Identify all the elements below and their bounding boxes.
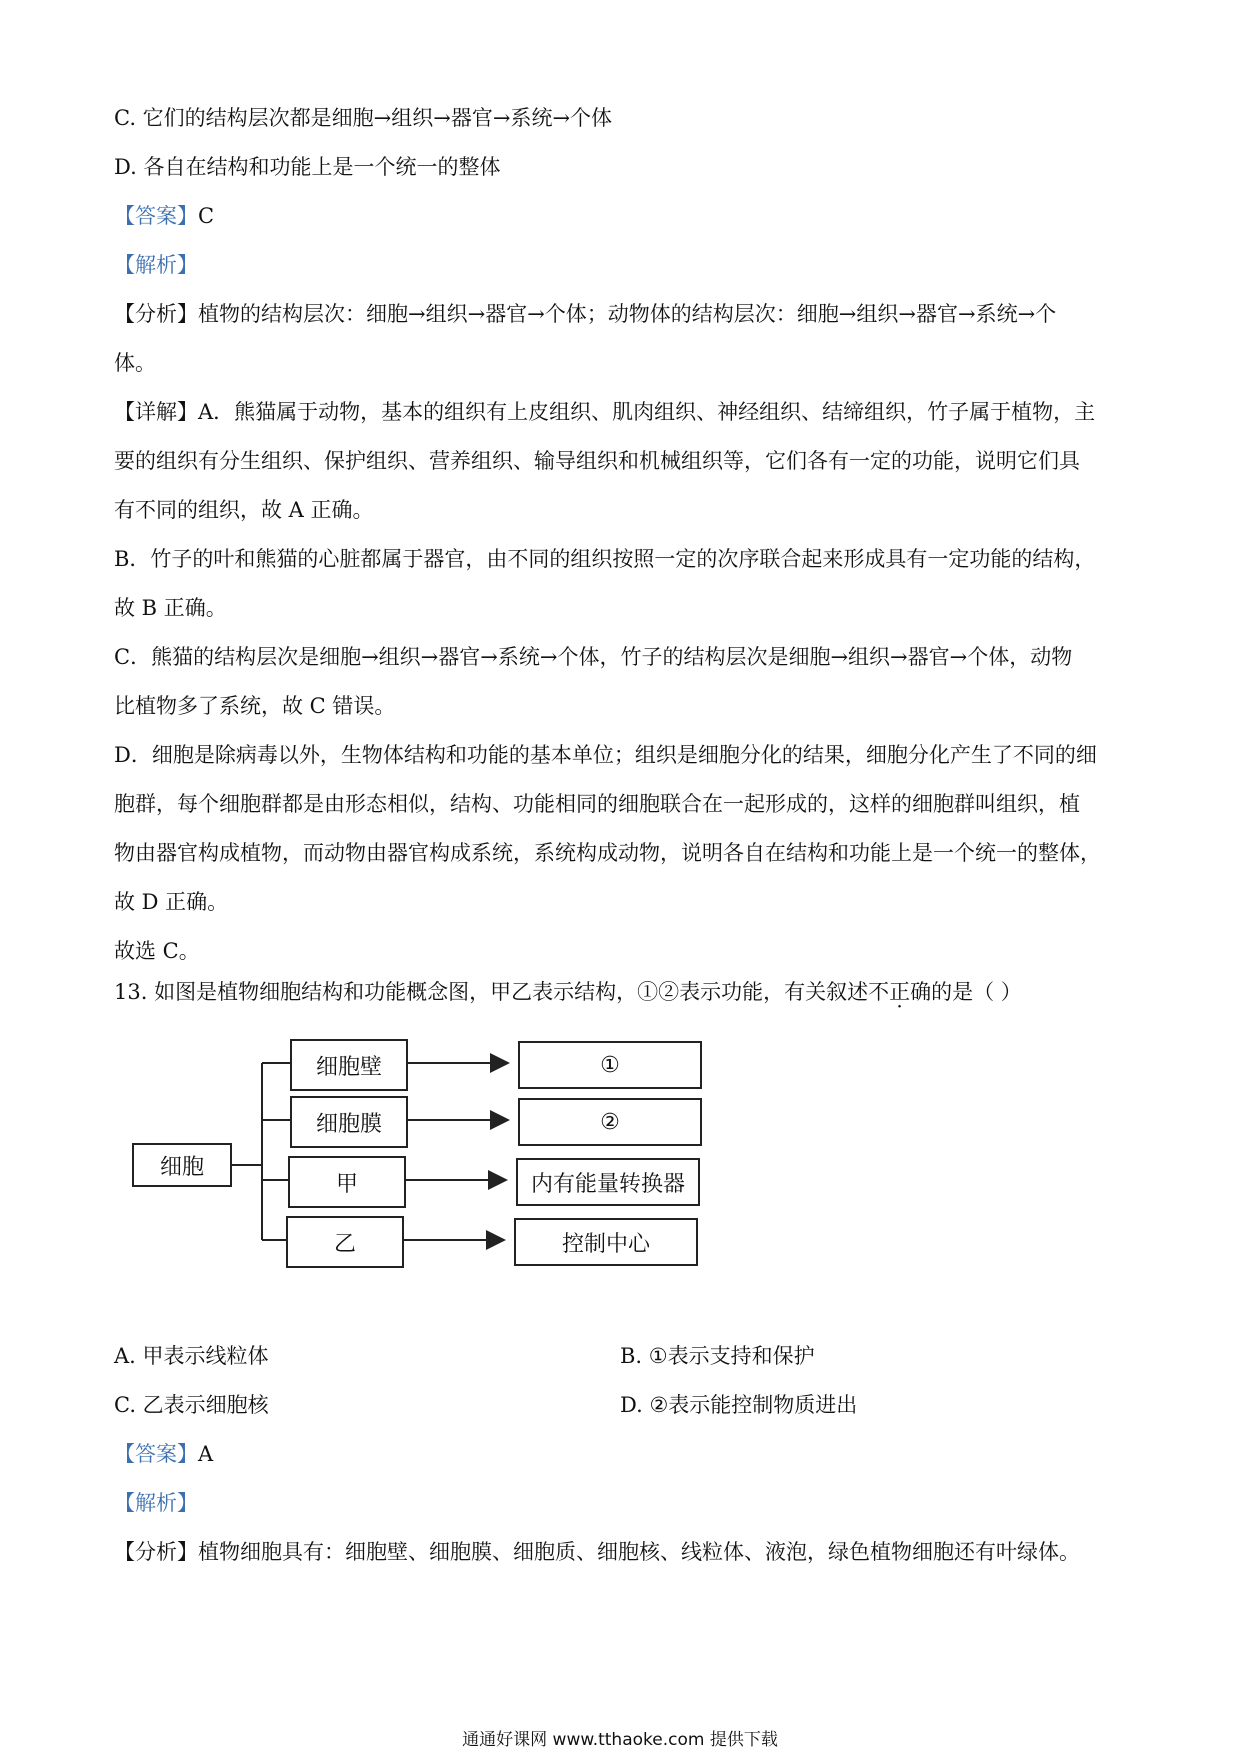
q12-detail-d2: 胞群，每个细胞群都是由形态相似，结构、功能相同的细胞联合在一起形成的，这样的细胞群叫组织，植 — [114, 792, 1080, 816]
analysis-tag: 【解析】 — [114, 253, 198, 277]
q12-detail-a3: 有不同的组织，故 A 正确。 — [114, 498, 374, 522]
q12-detail-d1: D．细胞是除病毒以外，生物体结构和功能的基本单位；组织是细胞分化的结果，细胞分化产生了不同的细 — [114, 743, 1097, 767]
cell-concept-diagram — [130, 1025, 730, 1265]
page-footer: 通通好课网 www.tthaoke.com 提供下载 — [462, 1730, 778, 1750]
q12-detail-a1 — [114, 398, 1095, 426]
q12-detail-d3: 物由器官构成植物，而动物由器官构成系统，系统构成动物，说明各自在结构和功能上是一个统一的整体， — [114, 841, 1101, 865]
control-center-box: 控制中心 — [514, 1218, 698, 1266]
cell-wall-box: 细胞壁 — [290, 1039, 408, 1091]
answer-value: A — [198, 1442, 214, 1466]
q12-detail-d4: 故 D 正确。 — [114, 890, 229, 914]
q12-option-d: D. 各自在结构和功能上是一个统一的整体 — [114, 155, 501, 179]
analysis-tag: 【解析】 — [114, 1491, 198, 1515]
fenxi-tag: 【分析】 — [114, 302, 198, 326]
fenxi-text: 植物的结构层次：细胞→组织→器官→个体；动物体的结构层次：细胞→组织→器官→系统→个 — [198, 302, 1057, 326]
q12-detail-b2: 故 B 正确。 — [114, 596, 227, 620]
q12-detail-b1: B．竹子的叶和熊猫的心脏都属于器官，由不同的组织按照一定的次序联合起来形成具有一定功能的结构， — [114, 547, 1096, 571]
answer-tag: 【答案】 — [114, 204, 198, 228]
detail-text: A．熊猫属于动物，基本的组织有上皮组织、肌肉组织、神经组织、结缔组织，竹子属于植物，主 — [198, 400, 1096, 424]
cell-membrane-box: 细胞膜 — [290, 1096, 408, 1148]
q13-option-d: D. ②表示能控制物质进出 — [620, 1393, 858, 1417]
q12-fenxi-line2: 体。 — [114, 351, 156, 375]
q13-stem-emphasis: 不正确 — [868, 980, 932, 1004]
q13-stem — [114, 978, 1022, 1006]
detail-tag: 【详解】 — [114, 400, 198, 424]
structure-jia-box: 甲 — [288, 1156, 406, 1208]
q13-option-b: B. ①表示支持和保护 — [620, 1344, 815, 1368]
q13-stem-pre: 13. 如图是植物细胞结构和功能概念图，甲乙表示结构，①②表示功能，有关叙述 — [114, 980, 869, 1004]
answer-value: C — [198, 204, 215, 228]
function-2-box: ② — [518, 1098, 702, 1146]
q12-fenxi-line1 — [114, 300, 1056, 328]
q13-option-a: A. 甲表示线粒体 — [114, 1344, 269, 1368]
q12-detail-c1: C．熊猫的结构层次是细胞→组织→器官→系统→个体，竹子的结构层次是细胞→组织→器官→个体，动物 — [114, 645, 1073, 669]
q13-stem-post: 的是（ ） — [931, 980, 1022, 1004]
q12-answer-line — [114, 202, 214, 230]
root-cell-box: 细胞 — [132, 1143, 232, 1187]
fenxi-tag: 【分析】 — [114, 1540, 198, 1564]
q12-detail-a2: 要的组织有分生组织、保护组织、营养组织、输导组织和机械组织等，它们各有一定的功能，说明它们具 — [114, 449, 1080, 473]
q12-option-c: C. 它们的结构层次都是细胞→组织→器官→系统→个体 — [114, 106, 613, 130]
answer-tag: 【答案】 — [114, 1442, 198, 1466]
energy-converter-box: 内有能量转换器 — [516, 1158, 700, 1206]
structure-yi-box: 乙 — [286, 1216, 404, 1268]
q13-answer-line — [114, 1440, 213, 1468]
fenxi-text: 植物细胞具有：细胞壁、细胞膜、细胞质、细胞核、线粒体、液泡，绿色植物细胞还有叶绿体。 — [198, 1540, 1080, 1564]
q13-fenxi-line — [114, 1538, 1080, 1566]
q12-choose: 故选 C。 — [114, 939, 200, 963]
q13-option-c: C. 乙表示细胞核 — [114, 1393, 269, 1417]
function-1-box: ① — [518, 1041, 702, 1089]
q12-detail-c2: 比植物多了系统，故 C 错误。 — [114, 694, 396, 718]
